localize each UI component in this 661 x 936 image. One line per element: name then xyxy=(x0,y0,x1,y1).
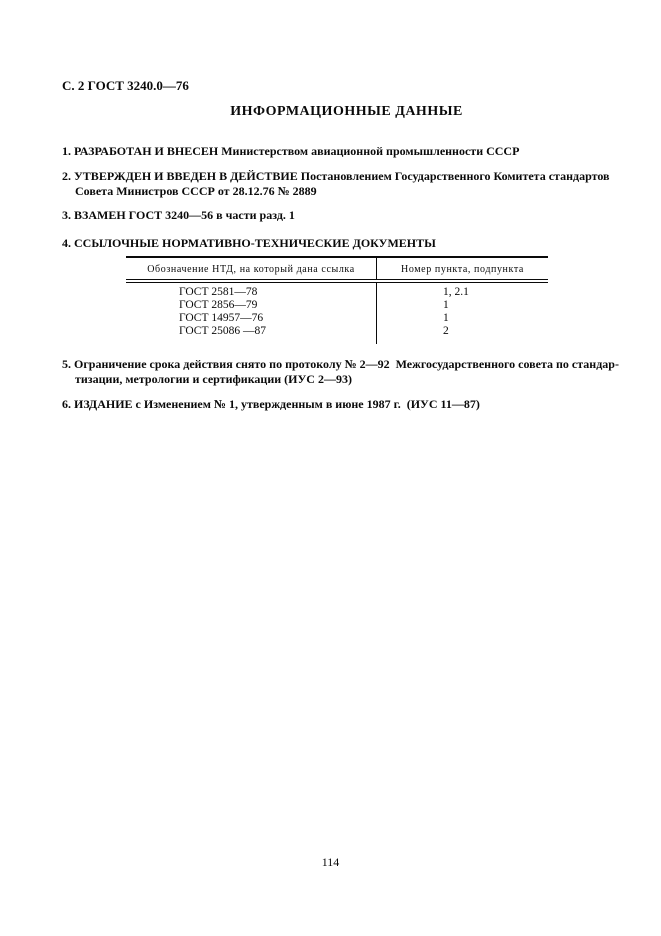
page-title: ИНФОРМАЦИОННЫЕ ДАННЫЕ xyxy=(230,104,463,119)
page-number: 114 xyxy=(321,855,340,869)
running-head: С. 2 ГОСТ 3240.0—76 xyxy=(62,78,189,93)
info-item-6-text: 6. ИЗДАНИЕ с Изменением № 1, утвержденным в июне 1987 г. (ИУС 11—87) xyxy=(62,397,480,411)
table-column-clause xyxy=(377,283,548,344)
table-cell-ntd: ГОСТ 14957—76 xyxy=(179,312,264,324)
info-item-3 xyxy=(62,208,631,223)
info-item-1-text: 1. РАЗРАБОТАН И ВНЕСЕН Министерством авиационной промышленности СССР xyxy=(62,144,520,158)
references-table xyxy=(126,256,548,344)
table-header-ntd: Обозначение НТД, на который дана ссылка xyxy=(126,258,377,279)
table-cell-clause: 2 xyxy=(443,325,449,337)
table-cell-clause: 1, 2.1 xyxy=(443,286,469,298)
info-item-2-text-line-1: 2. УТВЕРЖДЕН И ВВЕДЕН В ДЕЙСТВИЕ Постановлением Государственного Комитета стандартов xyxy=(62,169,610,183)
info-item-5 xyxy=(62,357,631,387)
info-item-5-text-line-2: тизации, метрологии и сертификации (ИУС 2—93) xyxy=(75,372,352,386)
table-column-ntd xyxy=(126,283,377,344)
references-table-header-row xyxy=(126,258,548,283)
info-item-2 xyxy=(62,169,631,199)
info-item-2-text-line-2: Совета Министров СССР от 28.12.76 № 2889 xyxy=(75,184,317,198)
info-item-6 xyxy=(62,397,631,412)
info-item-4 xyxy=(62,236,631,251)
table-cell-clause: 1 xyxy=(443,312,449,324)
info-item-4-text: 4. ССЫЛОЧНЫЕ НОРМАТИВНО-ТЕХНИЧЕСКИЕ ДОКУМЕНТЫ xyxy=(62,236,436,250)
info-item-5-text-line-1: 5. Ограничение срока действия снято по протоколу № 2—92 Межгосударственного совета по стандар- xyxy=(62,357,619,371)
table-cell-clause: 1 xyxy=(443,299,449,311)
table-header-clause: Номер пункта, подпункта xyxy=(401,264,524,275)
info-item-1 xyxy=(62,144,631,159)
table-cell-ntd: ГОСТ 25086 —87 xyxy=(179,325,267,337)
table-cell-ntd: ГОСТ 2581—78 xyxy=(179,286,258,298)
references-table-body xyxy=(126,283,548,344)
info-item-3-text: 3. ВЗАМЕН ГОСТ 3240—56 в части разд. 1 xyxy=(62,208,295,222)
table-cell-ntd: ГОСТ 2856—79 xyxy=(179,299,258,311)
